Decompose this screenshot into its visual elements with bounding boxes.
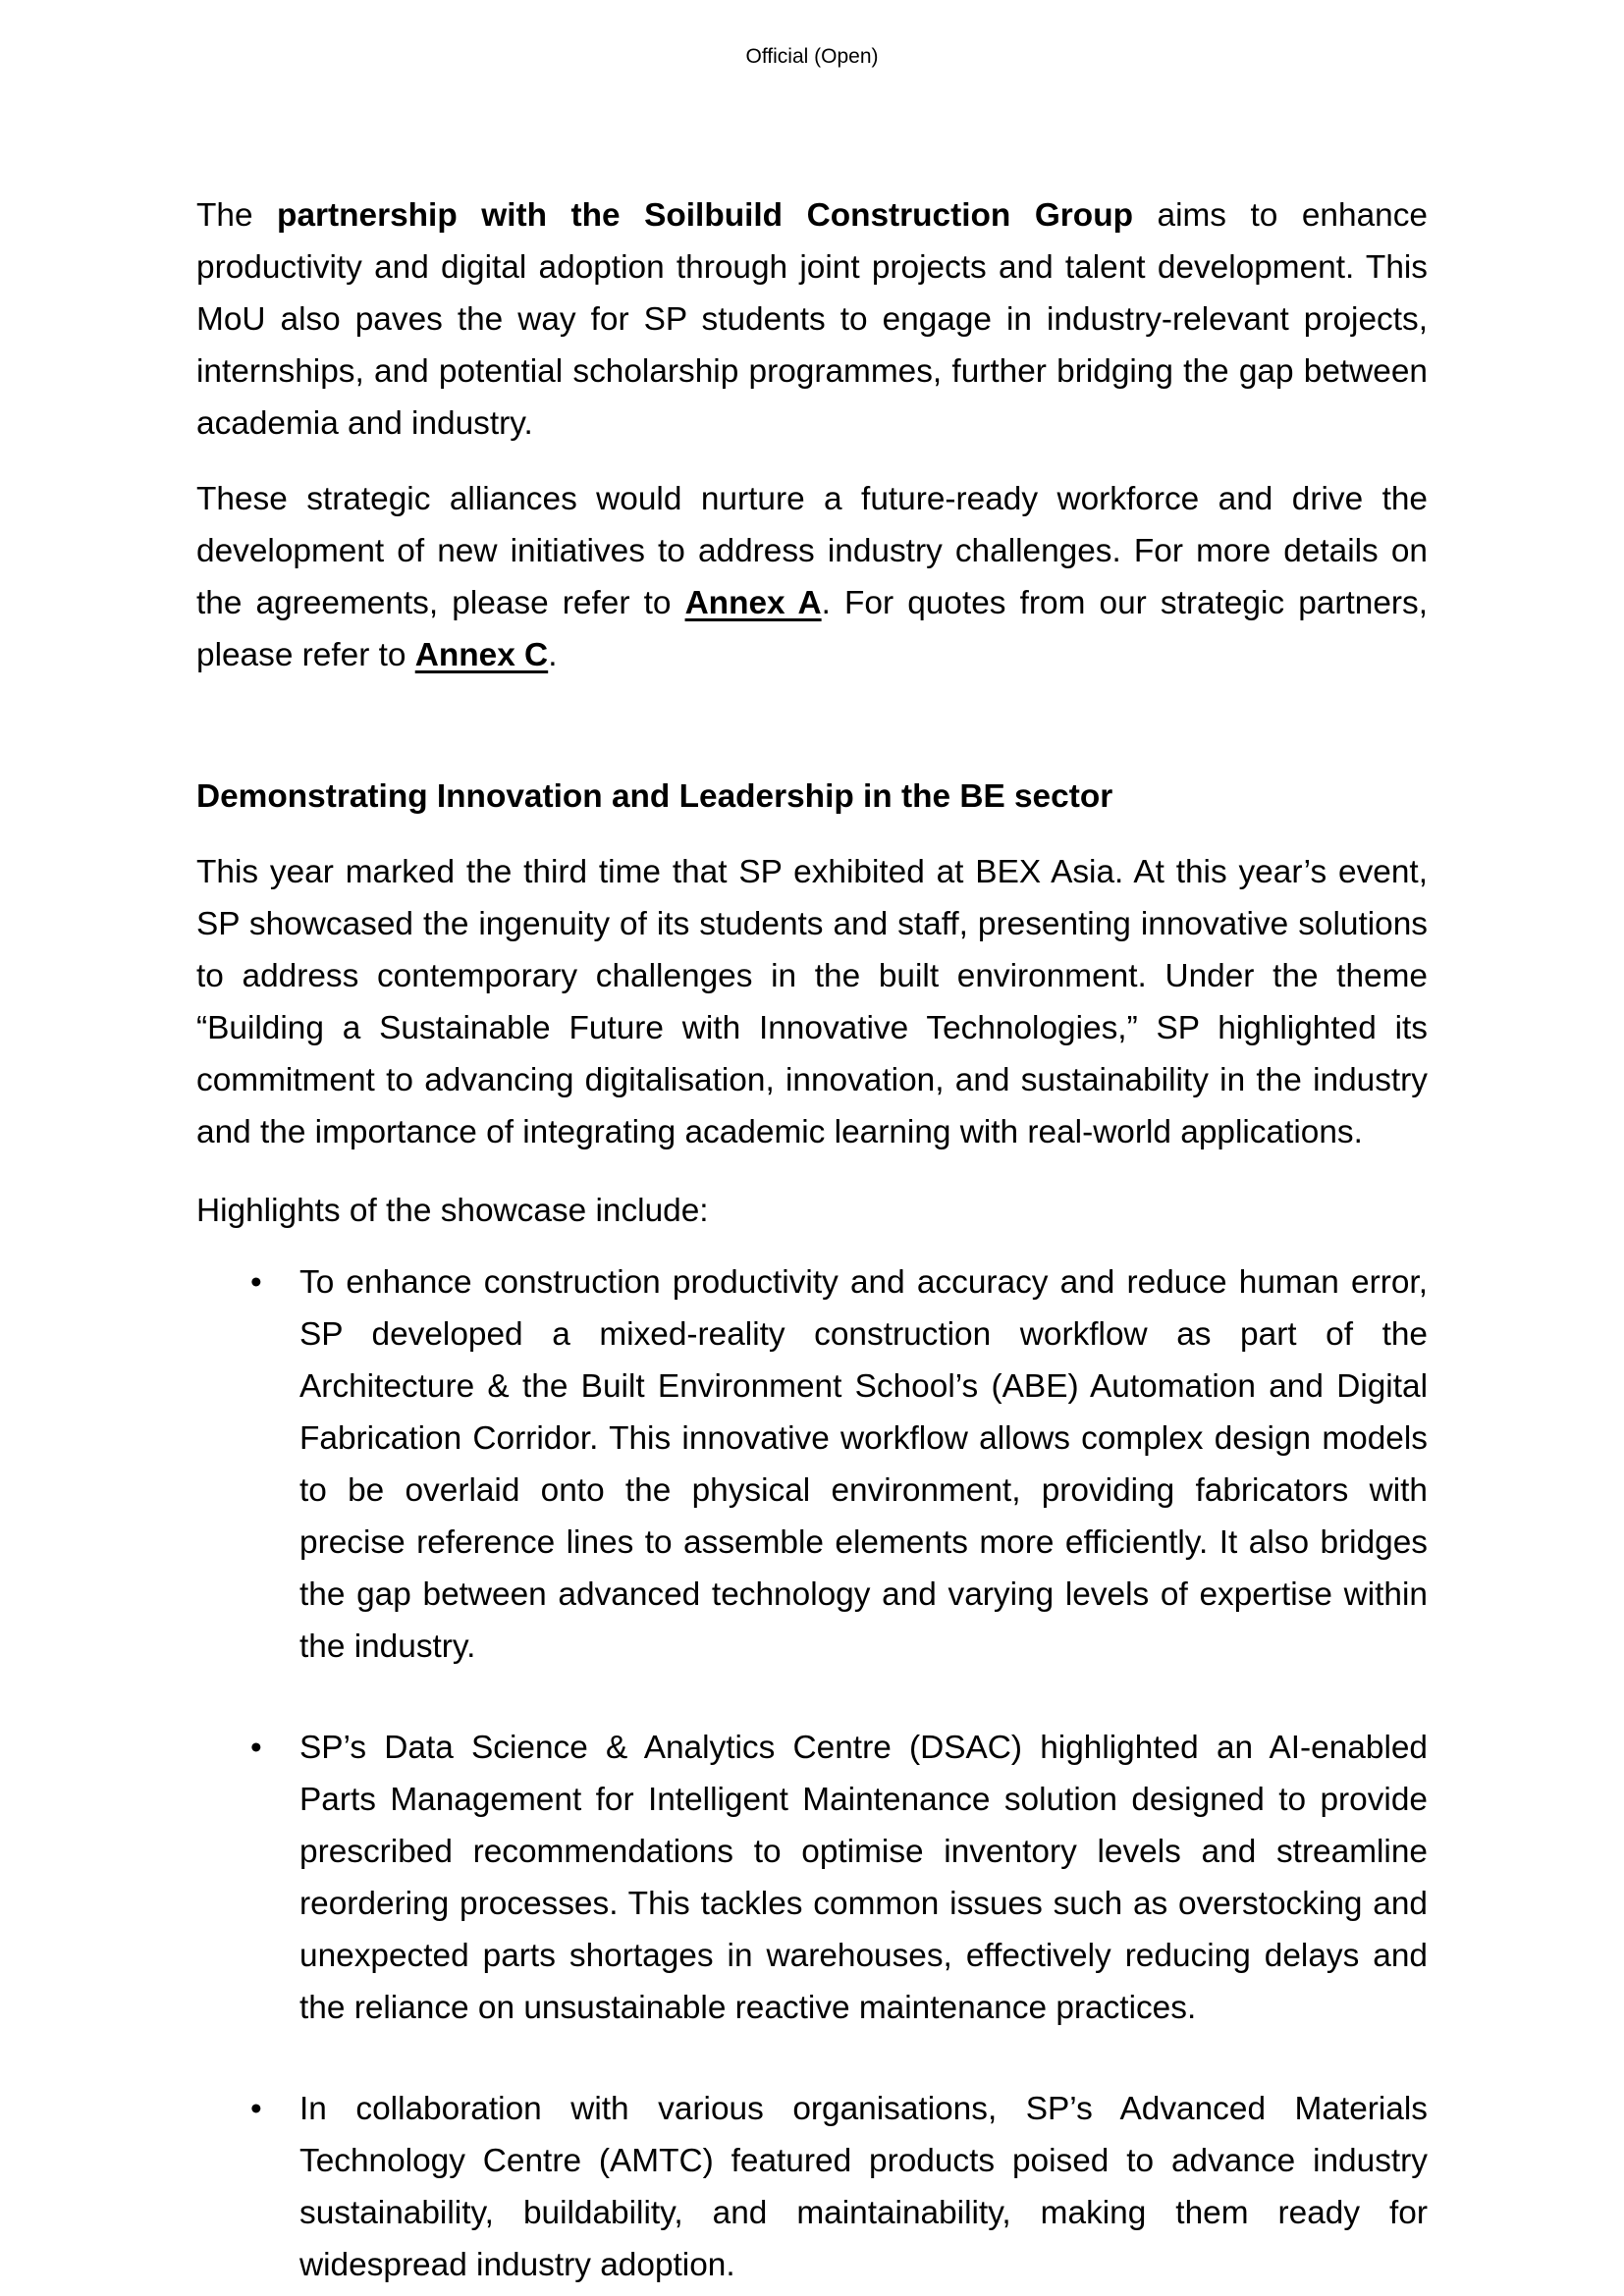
list-item-text: In collaboration with various organisations, SP’s Advanced Materials Technology Centre (AMTC) featured products poised to advance industry sustainability, buildability, and maintainability, making them ready for widespread industry adoption. xyxy=(299,2091,1428,2283)
list-item-mixed-reality xyxy=(196,1256,1428,1673)
bullet-icon: • xyxy=(250,1730,262,1766)
list-item-amtc xyxy=(196,2083,1428,2291)
paragraph-highlights-intro: Highlights of the showcase include: xyxy=(196,1193,709,1229)
paragraph-alliances xyxy=(196,473,1428,681)
list-item-text: To enhance construction productivity and accuracy and reduce human error, SP developed a mixed-reality construction workflow as part of the Architecture & the Built Environment School’s (ABE) Automation and Digital Fabrication Corridor. This innovative workflow allows complex design models to be overlaid onto the physical environment, providing fabricators with precise reference lines to assemble elements more efficiently. It also bridges the gap between advanced technology and varying levels of expertise within the industry. xyxy=(299,1264,1428,1665)
annex-a-reference: Annex A xyxy=(684,585,822,621)
paragraph-partnership xyxy=(196,189,1428,450)
paragraph-bex-asia: This year marked the third time that SP exhibited at BEX Asia. At this year’s event, SP showcased the ingenuity of its students and staff, presenting innovative solutions to address contemporary challenges in the built environment. Under the theme “Building a Sustainable Future with Innovative Technologies,” SP highlighted its commitment to advancing digitalisation, innovation, and sustainability in the industry and the importance of integrating academic learning with real-world applications. xyxy=(196,854,1428,1150)
text-run: . For quotes from our strategic partners, please refer to xyxy=(196,585,1429,673)
text-run: The xyxy=(196,197,278,234)
annex-c-reference: Annex C xyxy=(414,637,549,673)
text-run: . xyxy=(548,637,558,673)
list-item-dsac xyxy=(196,1722,1428,2034)
classification-header: Official (Open) xyxy=(745,45,879,68)
list-item-text: SP’s Data Science & Analytics Centre (DSAC) highlighted an AI-enabled Parts Management for Intelligent Maintenance solution designed to provide prescribed recommendations to optimise inventory levels and streamline reordering processes. This tackles common issues such as overstocking and unexpected parts shortages in warehouses, effectively reducing delays and the reliance on unsustainable reactive maintenance practices. xyxy=(299,1730,1428,2026)
section-heading: Demonstrating Innovation and Leadership in the BE sector xyxy=(196,778,1113,815)
highlights-list xyxy=(196,1256,1428,2291)
text-run: aims to enhance productivity and digital adoption through joint projects and talent development. This MoU also paves the way for SP students to engage in industry-relevant projects, internships, and potential scholarship programmes, further bridging the gap between academia and industry. xyxy=(196,197,1428,442)
text-run: These strategic alliances would nurture a future-ready workforce and drive the development of new initiatives to address industry challenges. For more details on the agreements, please refer to xyxy=(196,481,1428,621)
bullet-icon: • xyxy=(250,2091,262,2127)
bullet-icon: • xyxy=(250,1264,262,1301)
text-run-bold: partnership with the Soilbuild Construction Group xyxy=(277,197,1133,234)
